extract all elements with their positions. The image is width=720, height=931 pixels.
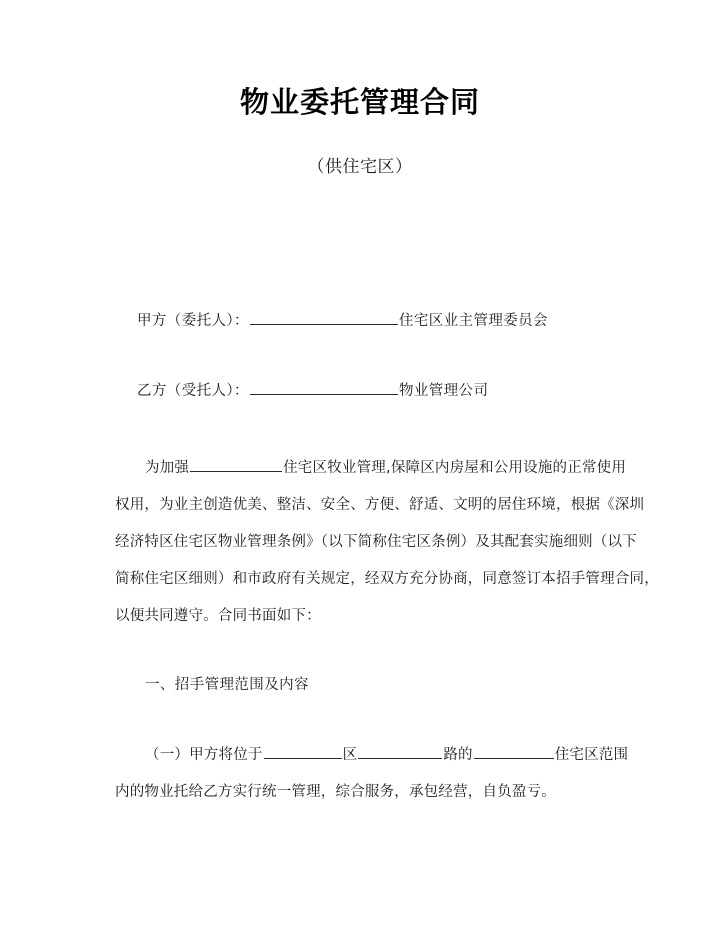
party-b-suffix: 物业管理公司 [398, 383, 489, 399]
clause-1-text-2: 区 [342, 747, 358, 763]
clause-district-blank[interactable] [264, 744, 342, 759]
clause-1-text-4: 住宅区范围 [554, 747, 629, 763]
party-a-blank[interactable] [250, 310, 398, 325]
clause-road-blank[interactable] [358, 744, 442, 759]
document-subtitle: （供住宅区） [307, 157, 413, 177]
preamble-line-1-before: 为加强 [145, 460, 190, 476]
party-a-suffix: 住宅区业主管理委员会 [398, 313, 548, 329]
document-title: 物业委托管理合同 [239, 85, 480, 119]
preamble-estate-blank[interactable] [190, 457, 282, 472]
party-a-label: 甲方（委托人）： [137, 313, 249, 329]
preamble-line-2: 权用，为业主创造优美、整洁、安全、方便、舒适、文明的居住环境，根据《深圳 [115, 497, 645, 513]
party-b-line [137, 379, 488, 403]
clause-estate-blank[interactable] [474, 744, 554, 759]
preamble-line-5: 以便共同遵守。合同书面如下： [115, 608, 321, 624]
preamble-line-4: 简称住宅区细则）和市政府有关规定，经双方充分协商，同意签订本招手管理合同， [115, 571, 659, 587]
preamble-line-1-after: 住宅区牧业管理,保障区内房屋和公用设施的正常使用 [283, 460, 627, 476]
clause-1-text-3: 路的 [443, 747, 473, 763]
section-one-clause-1 [115, 737, 629, 811]
clause-1-line-2: 内的物业托给乙方实行统一管理，综合服务，承包经营，自负盈亏。 [115, 784, 556, 800]
clause-1-text-1: （一）甲方将位于 [145, 747, 263, 763]
party-a-line [137, 309, 548, 333]
clause-1-line-1 [115, 737, 629, 774]
preamble-line-1 [115, 450, 627, 487]
section-one-heading: 一、招手管理范围及内容 [145, 677, 309, 693]
preamble-line-3: 经济特区住宅区物业管理条例》（以下简称住宅区条例）及其配套实施细则（以下 [115, 534, 637, 550]
preamble-paragraph [115, 450, 659, 635]
party-b-label: 乙方（受托人）： [137, 383, 249, 399]
party-b-blank[interactable] [250, 380, 398, 395]
